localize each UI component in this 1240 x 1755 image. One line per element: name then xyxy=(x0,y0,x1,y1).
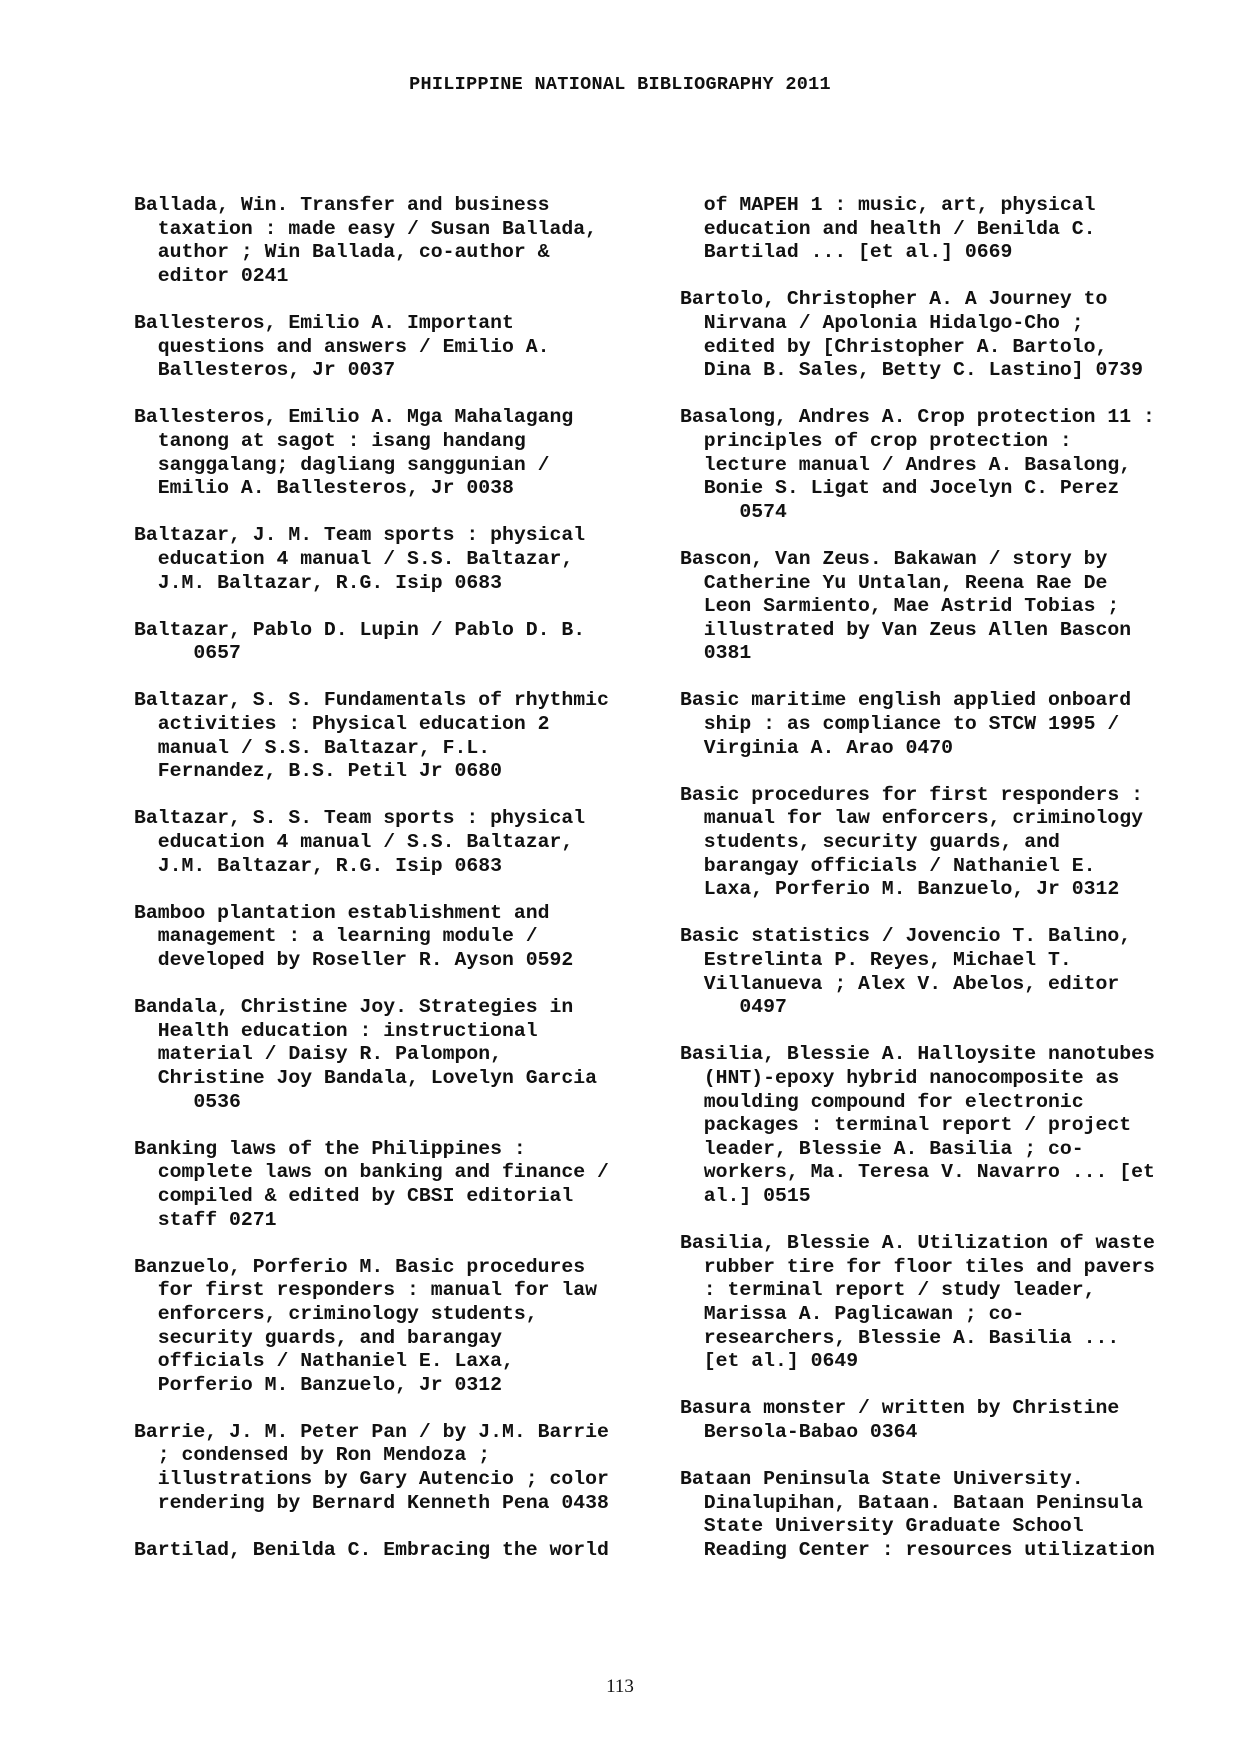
entry-line: Villanueva ; Alex V. Abelos, editor xyxy=(680,972,1120,995)
entry-line: Basilia, Blessie A. Halloysite nanotubes xyxy=(680,1043,1155,1066)
bibliography-entry xyxy=(134,1539,654,1563)
entry-line: (HNT)-epoxy hybrid nanocomposite as xyxy=(680,1066,1120,1089)
entry-line: barangay officials / Nathaniel E. xyxy=(680,854,1096,877)
entry-line: rubber tire for floor tiles and pavers xyxy=(680,1255,1155,1278)
entry-line: 0574 xyxy=(680,500,787,523)
entry-line: Emilio A. Ballesteros, Jr 0038 xyxy=(134,477,514,500)
entry-line: Baltazar, J. M. Team sports : physical xyxy=(134,524,586,547)
entry-line: ship : as compliance to STCW 1995 / xyxy=(680,713,1120,736)
bibliography-entry xyxy=(680,925,1200,1019)
entry-line: J.M. Baltazar, R.G. Isip 0683 xyxy=(134,571,502,594)
entry-line: manual for law enforcers, criminology xyxy=(680,807,1143,830)
bibliography-entry xyxy=(680,1043,1200,1208)
entry-line: enforcers, criminology students, xyxy=(134,1302,538,1325)
entry-line: [et al.] 0649 xyxy=(680,1350,859,1373)
bibliography-entry xyxy=(134,1421,654,1515)
entry-line: workers, Ma. Teresa V. Navarro ... [et xyxy=(680,1161,1155,1184)
entry-line: manual / S.S. Baltazar, F.L. xyxy=(134,736,491,759)
bibliography-entry xyxy=(134,406,654,500)
entry-line: of MAPEH 1 : music, art, physical xyxy=(680,194,1096,216)
entry-line: researchers, Blessie A. Basilia ... xyxy=(680,1326,1120,1349)
entry-line: illustrations by Gary Autencio ; color xyxy=(134,1468,609,1491)
entry-line: edited by [Christopher A. Bartolo, xyxy=(680,335,1108,358)
entry-line: State University Graduate School xyxy=(680,1515,1084,1538)
entry-line: 0381 xyxy=(680,642,752,665)
entry-line: illustrated by Van Zeus Allen Bascon xyxy=(680,618,1132,641)
entry-line: Basilia, Blessie A. Utilization of waste xyxy=(680,1232,1155,1255)
entry-line: 0497 xyxy=(680,996,787,1019)
bibliography-entry xyxy=(680,1232,1200,1374)
entry-line: Bartilad ... [et al.] 0669 xyxy=(680,241,1013,264)
bibliography-entry xyxy=(680,784,1200,902)
page-number: 113 xyxy=(606,1676,634,1697)
bibliography-entry xyxy=(134,689,654,783)
entry-line: Leon Sarmiento, Mae Astrid Tobias ; xyxy=(680,595,1120,618)
entry-line: Ballesteros, Emilio A. Important xyxy=(134,311,514,334)
entry-line: author ; Win Ballada, co-author & xyxy=(134,241,550,264)
bibliography-entry xyxy=(680,406,1200,524)
entry-line: Virginia A. Arao 0470 xyxy=(680,736,954,759)
entry-line: principles of crop protection : xyxy=(680,429,1072,452)
entry-line: Bataan Peninsula State University. xyxy=(680,1468,1084,1491)
entry-line: lecture manual / Andres A. Basalong, xyxy=(680,453,1132,476)
entry-line: Bartolo, Christopher A. A Journey to xyxy=(680,288,1108,311)
right-column xyxy=(680,194,1200,1586)
entry-line: 0657 xyxy=(134,642,241,665)
bibliography-entry xyxy=(134,194,654,288)
entry-line: Ballesteros, Emilio A. Mga Mahalagang xyxy=(134,406,574,429)
entry-line: complete laws on banking and finance / xyxy=(134,1161,609,1184)
entry-line: taxation : made easy / Susan Ballada, xyxy=(134,217,597,240)
entry-line: rendering by Bernard Kenneth Pena 0438 xyxy=(134,1491,609,1514)
bibliography-entry xyxy=(680,689,1200,760)
entry-line: Banking laws of the Philippines : xyxy=(134,1137,526,1160)
entry-line: activities : Physical education 2 xyxy=(134,713,550,736)
entry-line: al.] 0515 xyxy=(680,1184,811,1207)
entry-line: Estrelinta P. Reyes, Michael T. xyxy=(680,949,1072,971)
entry-line: Dina B. Sales, Betty C. Lastino] 0739 xyxy=(680,359,1143,382)
entry-line: education 4 manual / S.S. Baltazar, xyxy=(134,831,574,854)
entry-line: 0536 xyxy=(134,1090,241,1113)
bibliography-entry xyxy=(680,1468,1200,1562)
entry-line: officials / Nathaniel E. Laxa, xyxy=(134,1350,514,1373)
entry-line: questions and answers / Emilio A. xyxy=(134,335,550,358)
entry-line: Bascon, Van Zeus. Bakawan / story by xyxy=(680,547,1108,570)
bibliography-entry xyxy=(134,1138,654,1232)
entry-line: students, security guards, and xyxy=(680,831,1060,854)
entry-line: : terminal report / study leader, xyxy=(680,1279,1096,1302)
entry-line: moulding compound for electronic xyxy=(680,1090,1084,1113)
entry-line: education 4 manual / S.S. Baltazar, xyxy=(134,547,574,570)
bibliography-entry xyxy=(134,312,654,383)
bibliography-entry xyxy=(680,194,1200,265)
entry-line: Catherine Yu Untalan, Reena Rae De xyxy=(680,571,1108,594)
entry-line: Baltazar, S. S. Team sports : physical xyxy=(134,807,586,830)
entry-line: editor 0241 xyxy=(134,264,289,287)
entry-line: Bandala, Christine Joy. Strategies in xyxy=(134,996,574,1019)
entry-line: Marissa A. Paglicawan ; co- xyxy=(680,1302,1025,1325)
entry-line: Barrie, J. M. Peter Pan / by J.M. Barrie xyxy=(134,1420,609,1443)
bibliography-entry xyxy=(680,288,1200,382)
entry-line: Baltazar, Pablo D. Lupin / Pablo D. B. xyxy=(134,618,586,641)
entry-line: Bonie S. Ligat and Jocelyn C. Perez xyxy=(680,477,1120,500)
entry-line: Bamboo plantation establishment and xyxy=(134,901,550,924)
entry-line: Ballada, Win. Transfer and business xyxy=(134,194,550,216)
bibliography-entry xyxy=(134,807,654,878)
entry-line: compiled & edited by CBSI editorial xyxy=(134,1184,574,1207)
entry-line: Ballesteros, Jr 0037 xyxy=(134,359,396,382)
entry-line: sanggalang; dagliang sanggunian / xyxy=(134,453,550,476)
entry-line: Basic maritime english applied onboard xyxy=(680,689,1132,712)
entry-line: J.M. Baltazar, R.G. Isip 0683 xyxy=(134,854,502,877)
entry-line: leader, Blessie A. Basilia ; co- xyxy=(680,1137,1084,1160)
bibliography-entry xyxy=(134,619,654,666)
entry-line: packages : terminal report / project xyxy=(680,1114,1132,1137)
entry-line: Baltazar, S. S. Fundamentals of rhythmic xyxy=(134,689,609,712)
entry-line: education and health / Benilda C. xyxy=(680,217,1096,240)
entry-line: Basic procedures for first responders : xyxy=(680,783,1143,806)
entry-line: Laxa, Porferio M. Banzuelo, Jr 0312 xyxy=(680,878,1120,901)
entry-line: for first responders : manual for law xyxy=(134,1279,597,1302)
entry-line: staff 0271 xyxy=(134,1208,277,1231)
entry-line: security guards, and barangay xyxy=(134,1326,502,1349)
bibliography-entry xyxy=(134,996,654,1114)
entry-line: Reading Center : resources utilization xyxy=(680,1538,1155,1561)
entry-line: Dinalupihan, Bataan. Bataan Peninsula xyxy=(680,1491,1143,1514)
bibliography-entry xyxy=(680,1397,1200,1444)
entry-line: Porferio M. Banzuelo, Jr 0312 xyxy=(134,1373,502,1396)
entry-line: developed by Roseller R. Ayson 0592 xyxy=(134,949,574,971)
entry-line: material / Daisy R. Palompon, xyxy=(134,1043,502,1066)
entry-line: Health education : instructional xyxy=(134,1019,538,1042)
entry-line: Basura monster / written by Christine xyxy=(680,1397,1120,1420)
page-header: PHILIPPINE NATIONAL BIBLIOGRAPHY 2011 xyxy=(409,74,831,95)
entry-line: tanong at sagot : isang handang xyxy=(134,429,526,452)
entry-line: ; condensed by Ron Mendoza ; xyxy=(134,1444,491,1467)
entry-line: Fernandez, B.S. Petil Jr 0680 xyxy=(134,760,502,783)
entry-line: management : a learning module / xyxy=(134,925,538,948)
entry-line: Basalong, Andres A. Crop protection 11 : xyxy=(680,406,1155,429)
entry-line: Bartilad, Benilda C. Embracing the world xyxy=(134,1538,609,1561)
entry-line: Banzuelo, Porferio M. Basic procedures xyxy=(134,1255,586,1278)
bibliography-entry xyxy=(680,548,1200,666)
bibliography-entry xyxy=(134,524,654,595)
entry-line: Christine Joy Bandala, Lovelyn Garcia xyxy=(134,1066,597,1089)
entry-line: Bersola-Babao 0364 xyxy=(680,1420,918,1443)
bibliography-entry xyxy=(134,902,654,973)
bibliography-entry xyxy=(134,1256,654,1398)
left-column xyxy=(134,194,654,1586)
entry-line: Nirvana / Apolonia Hidalgo-Cho ; xyxy=(680,311,1084,334)
entry-line: Basic statistics / Jovencio T. Balino, xyxy=(680,925,1132,948)
